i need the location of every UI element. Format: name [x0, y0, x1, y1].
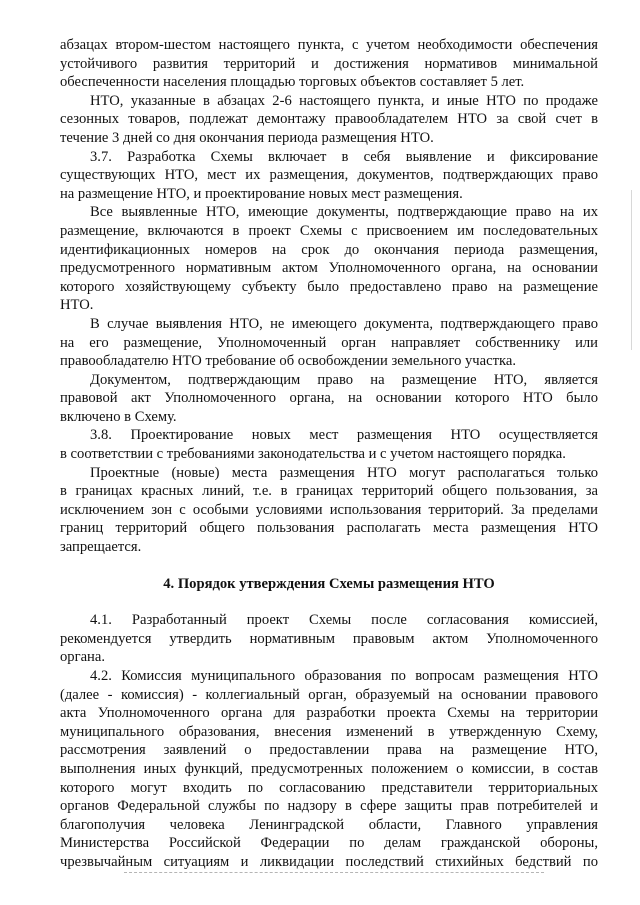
text-line: правовой акт Уполномоченного органа, на основании которого НТО было	[60, 390, 598, 407]
text-line: на его размещение, Уполномоченный орган направляет собственнику или	[60, 334, 598, 351]
text-line: в границах красных линий, т.е. в границах территорий общего пользования, за	[60, 483, 598, 500]
paragraph	[60, 611, 598, 667]
scan-bottom-rule	[124, 872, 544, 873]
text-line: акта Уполномоченного органа для разработки проекта Схемы на территории	[60, 705, 598, 722]
text-line: Все выявленные НТО, имеющие документы, подтверждающие право на их	[90, 204, 598, 221]
text-line: которого хозяйствующему субъекту было предоставлено право на размещение	[60, 278, 598, 295]
text-line: в соответствии с требованиями законодательства и с учетом настоящего порядка.	[60, 446, 566, 463]
paragraph	[60, 148, 598, 204]
paragraph	[60, 371, 598, 427]
text-line: рассмотрения заявлений о предоставлении права на размещение НТО,	[60, 742, 598, 759]
document-page	[60, 36, 598, 872]
text-line: абзацах втором-шестом настоящего пункта, с учетом необходимости обеспечения	[60, 37, 598, 53]
text-line: существующих НТО, мест их размещения, документов, подтверждающих право	[60, 167, 598, 184]
text-line: которого могут входить по согласованию представители территориальных	[60, 779, 598, 796]
text-line: идентификационных номеров на срок до окончания периода размещения,	[60, 241, 598, 258]
text-line: Проектные (новые) места размещения НТО могут располагаться только	[90, 464, 598, 481]
text-line: НТО, указанные в абзацах 2-6 настоящего пункта, и иные НТО по продаже	[90, 92, 598, 109]
paragraph	[60, 315, 598, 371]
text-line: границ территорий общего пользования располагать места размещения НТО	[60, 520, 598, 537]
text-line: включено в Схему.	[60, 408, 177, 425]
text-line: 4.2. Комиссия муниципального образования по вопросам размещения НТО	[90, 668, 598, 684]
paragraph	[60, 203, 598, 315]
text-line: муниципального образования, внесения изменений в утвержденную Схему,	[60, 723, 598, 740]
text-line: НТО.	[60, 297, 94, 314]
text-line: органа.	[60, 649, 105, 666]
text-line: (далее - комиссия) - коллегиальный орган, образуемый на основании правового	[60, 686, 598, 703]
text-line: сезонных товаров, подлежат демонтажу правообладателем НТО за свой счет в	[60, 111, 598, 128]
text-line: В случае выявления НТО, не имеющего документа, подтверждающего право	[90, 315, 598, 332]
text-line: Документом, подтверждающим право на размещение НТО, является	[90, 371, 598, 388]
text-line: исключением зон с особыми условиями использования территорий. За пределами	[60, 501, 598, 518]
text-line: запрещается.	[60, 539, 142, 556]
paragraph	[60, 36, 598, 92]
text-line: размещение, включаются в проект Схемы с присвоением им последовательных	[60, 222, 598, 239]
text-line: правообладателю НТО требование об освобождении земельного участка.	[60, 353, 516, 370]
text-line: устойчивого развития территорий и достижения нормативов минимальной	[60, 55, 598, 72]
paragraph	[60, 667, 598, 872]
text-line: обеспеченности населения площадью торговых объектов составляет 5 лет.	[60, 74, 525, 91]
text-line: 3.7. Разработка Схемы включает в себя выявление и фиксирование	[90, 148, 598, 165]
text-line: рекомендуется утвердить нормативным правовым актом Уполномоченного	[60, 630, 598, 647]
paragraph	[60, 464, 598, 557]
text-line: благополучия человека Ленинградской области, Главного управления	[60, 816, 598, 833]
text-line: выполнения иных функций, предусмотренных положением о комиссии, в состав	[60, 760, 598, 777]
section-heading: 4. Порядок утверждения Схемы размещения НТО	[163, 575, 495, 592]
paragraph	[60, 92, 598, 148]
text-line: 3.8. Проектирование новых мест размещения НТО осуществляется	[90, 427, 598, 444]
text-line: чрезвычайным ситуациям и ликвидации последствий стихийных бедствий по	[60, 853, 598, 870]
text-line: органов Федеральной службы по надзору в сфере защиты прав потребителей и	[60, 798, 598, 815]
text-line: предусмотренного нормативным актом Уполномоченного органа, на основании	[60, 260, 598, 277]
text-line: на размещение НТО, и проектирование новых мест размещения.	[60, 185, 463, 202]
scan-edge-mark	[631, 190, 632, 350]
text-line: Министерства Российской Федерации по делам гражданской обороны,	[60, 835, 598, 852]
text-line: 4.1. Разработанный проект Схемы после согласования комиссией,	[90, 612, 598, 629]
paragraph	[60, 426, 598, 463]
text-line: течение 3 дней со дня окончания периода размещения НТО.	[60, 129, 434, 146]
